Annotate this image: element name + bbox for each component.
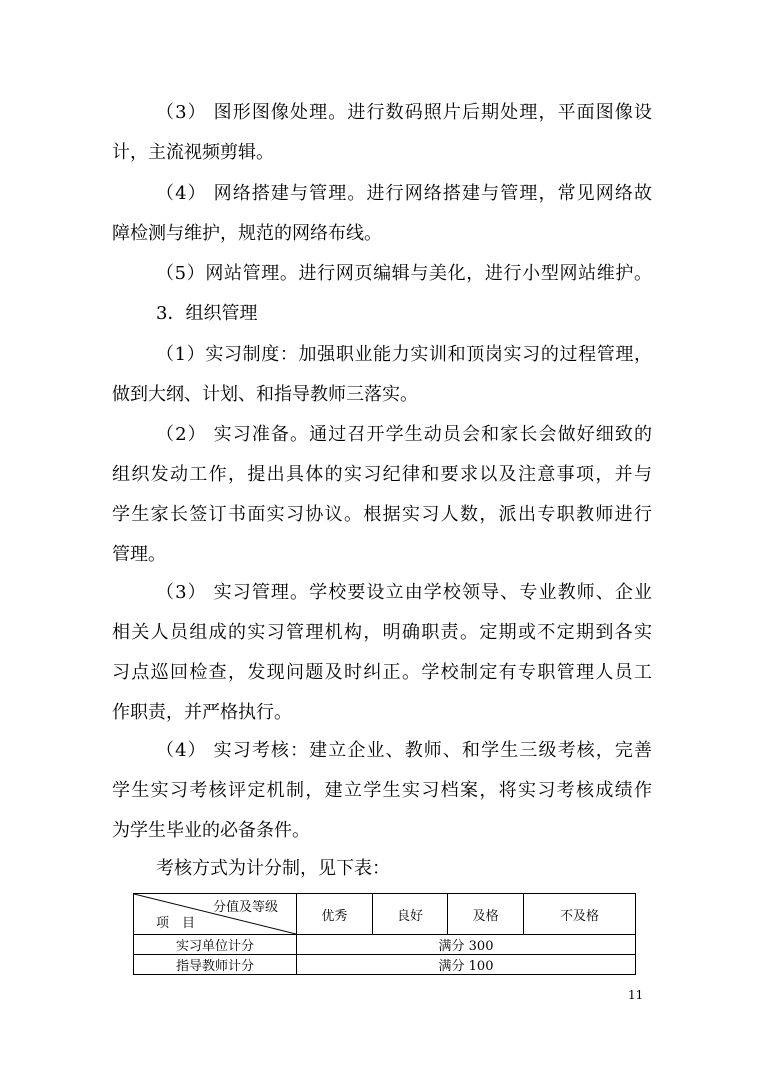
text-line: （3） 实习管理。学校要设立由学校领导、专业教师、企业 bbox=[156, 582, 652, 603]
header-item-label: 项 目 bbox=[156, 916, 196, 931]
paragraph-website bbox=[112, 254, 652, 294]
section-heading: 3．组织管理 bbox=[156, 303, 258, 324]
grade-header-cell: 良好 bbox=[372, 894, 448, 935]
text-line: 作职责，并严格执行。 bbox=[112, 702, 292, 723]
assessment-table bbox=[133, 893, 636, 975]
text-line: 相关人员组成的实习管理机构，明确职责。定期或不定期到各实 bbox=[112, 622, 652, 643]
text-line: （5）网站管理。进行网页编辑与美化，进行小型网站维护。 bbox=[156, 263, 652, 284]
table-header-row bbox=[134, 894, 636, 935]
paragraph-network bbox=[112, 174, 652, 254]
text-line: （2） 实习准备。通过召开学生动员会和家长会做好细致的 bbox=[156, 424, 652, 445]
diagonal-header-cell bbox=[134, 894, 297, 935]
text-line: 障检测与维护，规范的网络布线。 bbox=[112, 223, 382, 244]
section-heading-organization bbox=[112, 294, 652, 334]
text-line: （4） 实习考核：建立企业、教师、和学生三级考核，完善 bbox=[156, 740, 652, 761]
text-line: 习点巡回检查，发现问题及时纠正。学校制定有专职管理人员工 bbox=[112, 662, 652, 683]
header-grade-label: 分值及等级 bbox=[212, 900, 278, 915]
text-line: 做到大纲、计划、和指导教师三落实。 bbox=[112, 384, 418, 405]
grade-header-cell: 优秀 bbox=[297, 894, 373, 935]
item-cell: 指导教师计分 bbox=[134, 955, 297, 975]
paragraph-internship-prep bbox=[112, 415, 652, 575]
text-line: （4） 网络搭建与管理。进行网络搭建与管理，常见网络故 bbox=[156, 183, 652, 204]
text-line: 组织发动工作，提出具体的实习纪律和要求以及注意事项，并与 bbox=[112, 464, 652, 485]
table-row bbox=[134, 935, 636, 955]
score-cell: 满分 100 bbox=[297, 955, 636, 975]
paragraph-graphics bbox=[112, 93, 652, 173]
paragraph-internship-system bbox=[112, 335, 652, 415]
text-line: 学生实习考核评定机制，建立学生实习档案，将实习考核成绩作 bbox=[112, 780, 652, 801]
item-cell: 实习单位计分 bbox=[134, 935, 297, 955]
text-line: （1）实习制度：加强职业能力实训和顶岗实习的过程管理， bbox=[156, 344, 652, 365]
text-line: （3） 图形图像处理。进行数码照片后期处理，平面图像设 bbox=[156, 102, 652, 123]
paragraph-internship-management bbox=[112, 573, 652, 733]
text-line: 考核方式为计分制，见下表： bbox=[156, 858, 390, 879]
grade-header-cell: 及格 bbox=[448, 894, 524, 935]
grade-header-cell: 不及格 bbox=[523, 894, 635, 935]
text-line: 学生家长签订书面实习协议。根据实习人数，派出专职教师进行 bbox=[112, 504, 652, 525]
paragraph-table-intro bbox=[112, 849, 652, 889]
text-line: 为学生毕业的必备条件。 bbox=[112, 820, 310, 841]
table-row bbox=[134, 955, 636, 975]
paragraph-internship-assessment bbox=[112, 731, 652, 851]
text-line: 管理。 bbox=[112, 544, 166, 565]
page-number: 11 bbox=[628, 988, 644, 1002]
text-line: 计，主流视频剪辑。 bbox=[112, 142, 274, 163]
score-cell: 满分 300 bbox=[297, 935, 636, 955]
